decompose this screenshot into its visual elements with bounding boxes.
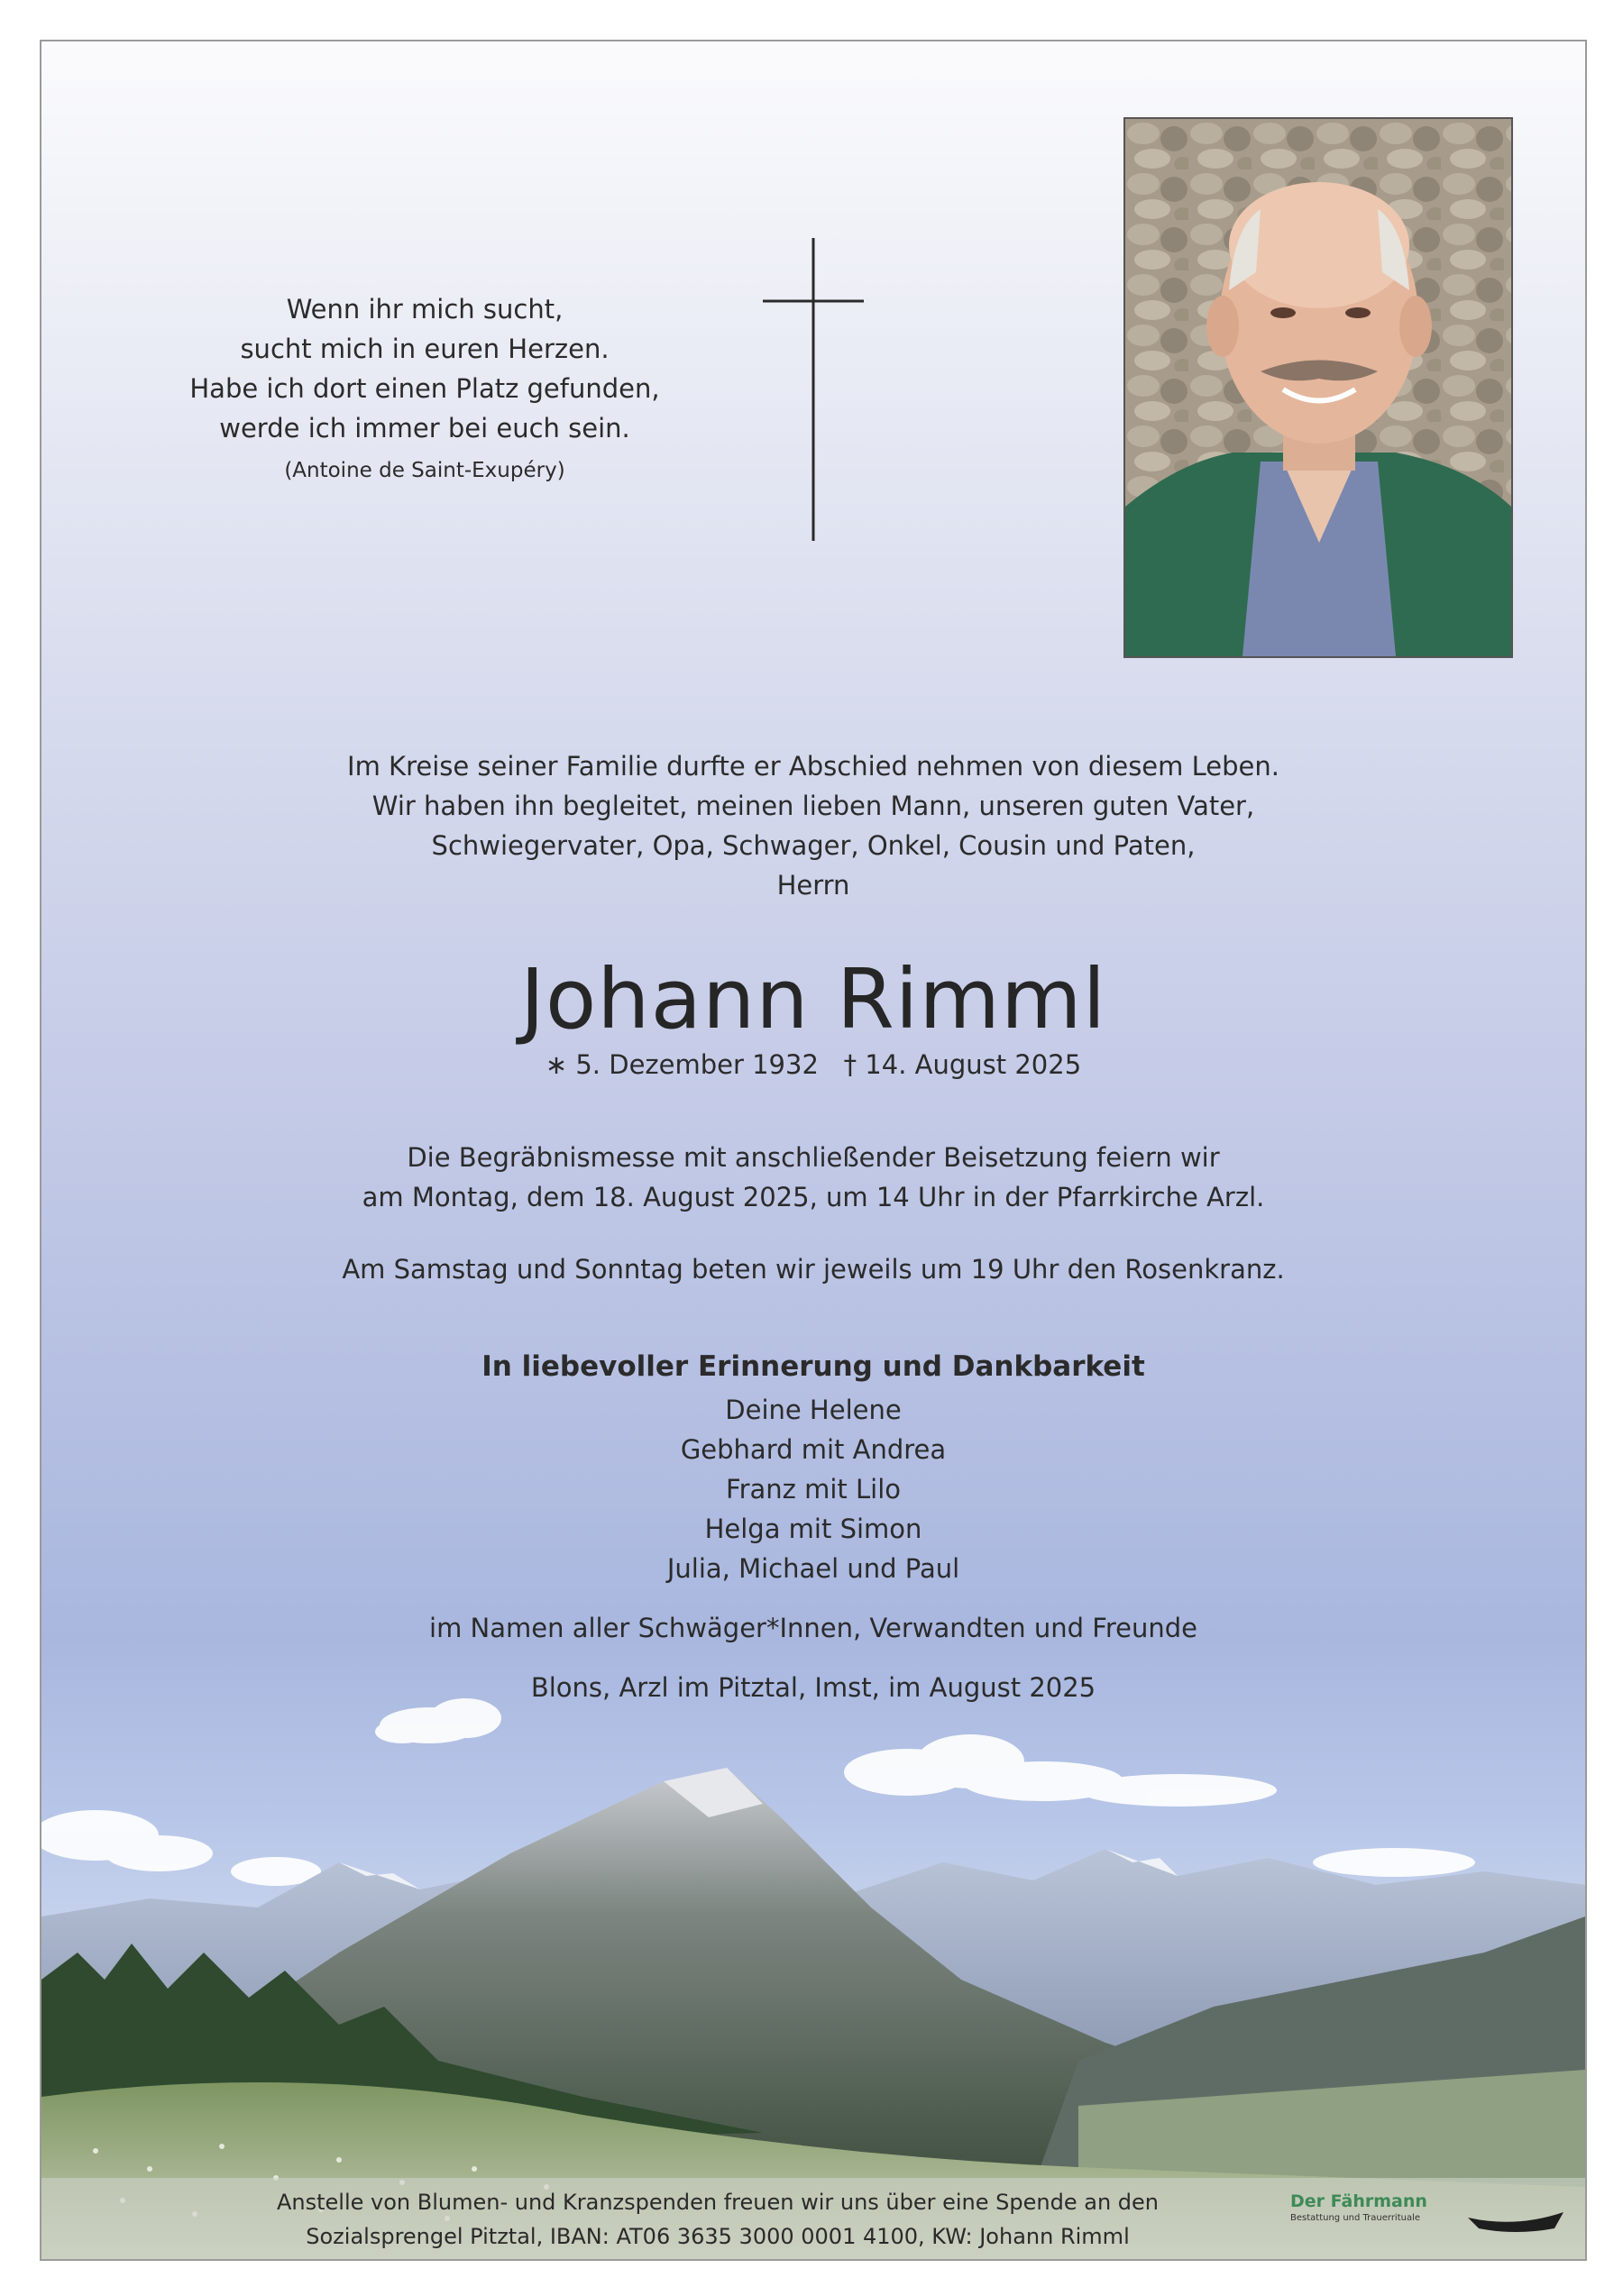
death-date: † 14. August 2025 (843, 1049, 1082, 1080)
family-member: Gebhard mit Andrea (680, 1434, 947, 1465)
family-member: Helga mit Simon (704, 1514, 922, 1544)
boat-icon (1466, 2205, 1565, 2236)
birth-date: ∗ 5. Dezember 1932 (545, 1049, 819, 1080)
family-list (41, 1390, 1585, 1588)
portrait-photo (1123, 117, 1513, 658)
donation-line: Sozialsprengel Pitztal, IBAN: AT06 3635 3000 0001 4100, KW: Johann Rimml (306, 2224, 1130, 2249)
family-member: Franz mit Lilo (726, 1474, 901, 1505)
donation-footer (41, 2178, 1585, 2259)
quote-line: Wenn ihr mich sucht, (286, 294, 564, 325)
obituary-card (40, 40, 1587, 2261)
on-behalf-text: im Namen aller Schwäger*Innen, Verwandten und Freunde (429, 1613, 1197, 1643)
donation-text (177, 2178, 1259, 2254)
quote-line: sucht mich in euren Herzen. (240, 334, 610, 364)
family-member: Julia, Michael und Paul (666, 1553, 960, 1584)
quote-author: (Antoine de Saint-Exupéry) (284, 459, 565, 482)
funeral-home-logo (1290, 2191, 1471, 2246)
quote-line: werde ich immer bei euch sein. (219, 413, 630, 444)
mass-line: Die Begräbnismesse mit anschließender Beisetzung feiern wir (407, 1142, 1220, 1173)
quote-line: Habe ich dort einen Platz gefunden, (189, 373, 660, 404)
deceased-name: Johann Rimml (519, 951, 1107, 1047)
funeral-mass-text (41, 1138, 1585, 1217)
memory-heading: In liebevoller Erinnerung und Dankbarkeit (481, 1350, 1145, 1383)
intro-line: Wir haben ihn begleitet, meinen lieben Mann, unseren guten Vater, (371, 791, 1255, 821)
mass-line: am Montag, dem 18. August 2025, um 14 Uhr in der Pfarrkirche Arzl. (362, 1182, 1265, 1212)
mountain-landscape (41, 1682, 1585, 2259)
intro-line: Herrn (776, 870, 850, 901)
logo-name: Der Fährmann (1290, 2191, 1427, 2211)
family-member: Deine Helene (725, 1395, 902, 1425)
quote-block (150, 289, 700, 488)
intro-line: Schwiegervater, Opa, Schwager, Onkel, Cousin und Paten, (431, 830, 1196, 861)
donation-line: Anstelle von Blumen- und Kranzspenden freuen wir uns über eine Spende an den (276, 2190, 1159, 2215)
intro-line: Im Kreise seiner Familie durfte er Abschied nehmen von diesem Leben. (347, 751, 1279, 782)
place-date: Blons, Arzl im Pitztal, Imst, im August 2025 (530, 1672, 1096, 1703)
intro-text (41, 746, 1585, 905)
life-dates (41, 1045, 1585, 1084)
cross-icon (763, 238, 864, 541)
rosary-text: Am Samstag und Sonntag beten wir jeweils um 19 Uhr den Rosenkranz. (342, 1254, 1285, 1285)
logo-subtitle: Bestattung und Trauerrituale (1290, 2213, 1421, 2223)
